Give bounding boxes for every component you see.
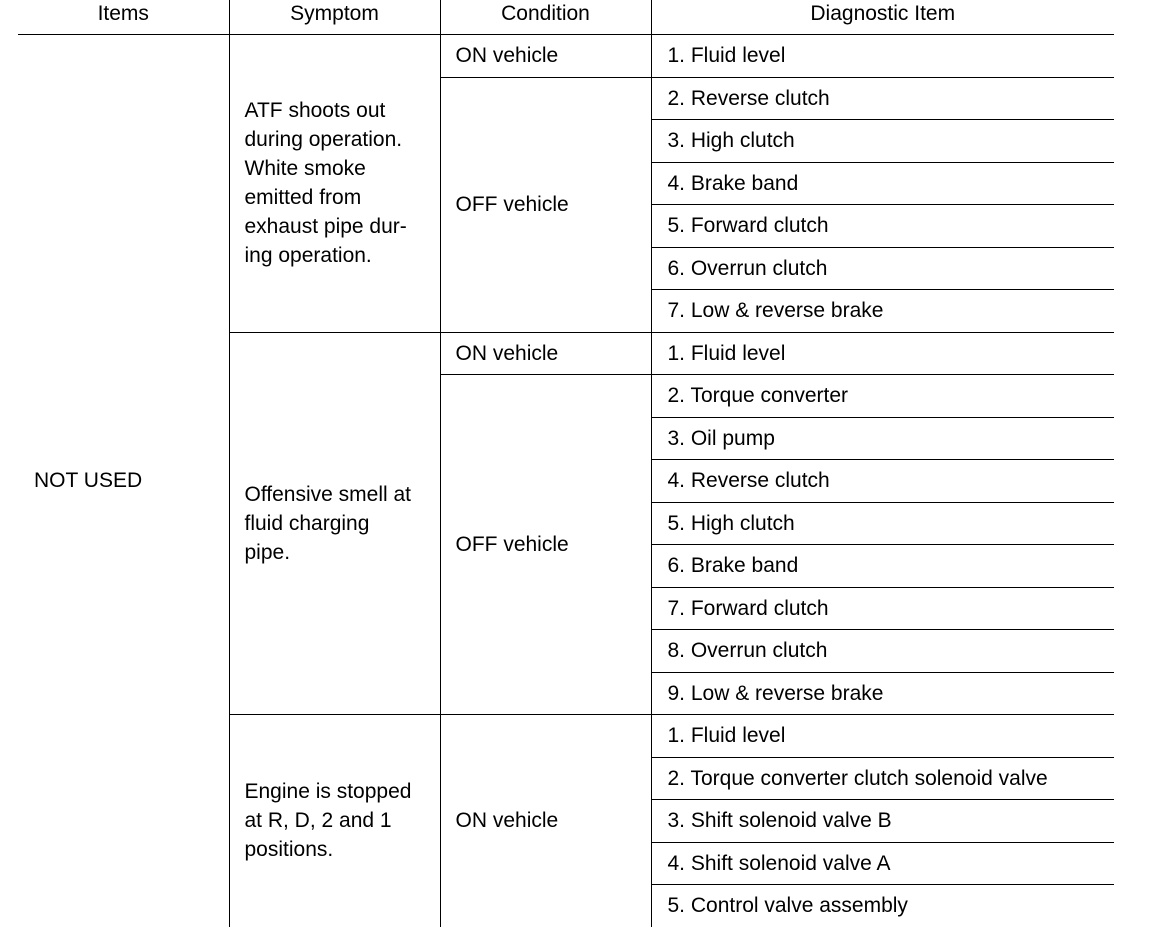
header-diagnostic-item: Diagnostic Item [651,0,1114,35]
diagnostic-item-cell: 4. Brake band [651,162,1114,205]
diagnostic-item-cell: 3. Oil pump [651,417,1114,460]
symptom-line: pipe. [244,540,291,564]
symptom-line: Engine is stopped [244,780,412,804]
symptom-line: positions. [244,838,334,862]
header-row [18,0,1114,35]
condition-cell: ON vehicle [440,35,651,78]
symptom-cell [229,35,440,333]
header-symptom: Symptom [229,0,440,35]
condition-cell: ON vehicle [440,715,651,927]
symptom-line: at R, D, 2 and 1 [244,809,392,833]
symptom-cell [229,715,440,927]
diagnostic-item-cell: 4. Reverse clutch [651,460,1114,503]
condition-cell: OFF vehicle [440,77,651,332]
symptom-line: ing operation. [244,244,372,268]
diagnostic-item-cell: 2. Reverse clutch [651,77,1114,120]
symptom-line: fluid charging [244,511,370,535]
diagnostic-item-cell: 4. Shift solenoid valve A [651,842,1114,885]
header-items: Items [18,0,229,35]
diagnostic-item-cell: 5. High clutch [651,502,1114,545]
condition-cell: OFF vehicle [440,375,651,715]
table-header [18,0,1114,35]
diagnostic-table [18,0,1114,927]
condition-cell: ON vehicle [440,332,651,375]
diagnostic-item-cell: 5. Forward clutch [651,205,1114,248]
diagnostic-item-cell: 7. Forward clutch [651,587,1114,630]
diagnostic-item-cell: 2. Torque converter clutch solenoid valve [651,757,1114,800]
diagnostic-table-container [18,0,1114,927]
diagnostic-item-cell: 1. Fluid level [651,332,1114,375]
header-condition: Condition [440,0,651,35]
diagnostic-item-cell: 6. Overrun clutch [651,247,1114,290]
diagnostic-item-cell: 9. Low & reverse brake [651,672,1114,715]
diagnostic-item-cell: 3. Shift solenoid valve B [651,800,1114,843]
symptom-line: White smoke [244,157,366,181]
symptom-line: emitted from [244,186,362,210]
diagnostic-item-cell: 8. Overrun clutch [651,630,1114,673]
symptom-line: exhaust pipe dur- [244,215,407,239]
table-body [18,35,1114,927]
symptom-line: during operation. [244,128,403,152]
diagnostic-item-cell: 7. Low & reverse brake [651,290,1114,333]
diagnostic-item-cell: 2. Torque converter [651,375,1114,418]
symptom-cell [229,332,440,715]
diagnostic-item-cell: 6. Brake band [651,545,1114,588]
items-cell: NOT USED [34,469,143,493]
symptom-line: ATF shoots out [244,99,386,123]
table-row [18,35,1114,78]
diagnostic-item-cell: 1. Fluid level [651,715,1114,758]
diagnostic-item-cell: 1. Fluid level [651,35,1114,78]
symptom-line: Offensive smell at [244,482,412,506]
diagnostic-item-cell: 3. High clutch [651,120,1114,163]
diagnostic-item-cell: 5. Control valve assembly [651,885,1114,927]
